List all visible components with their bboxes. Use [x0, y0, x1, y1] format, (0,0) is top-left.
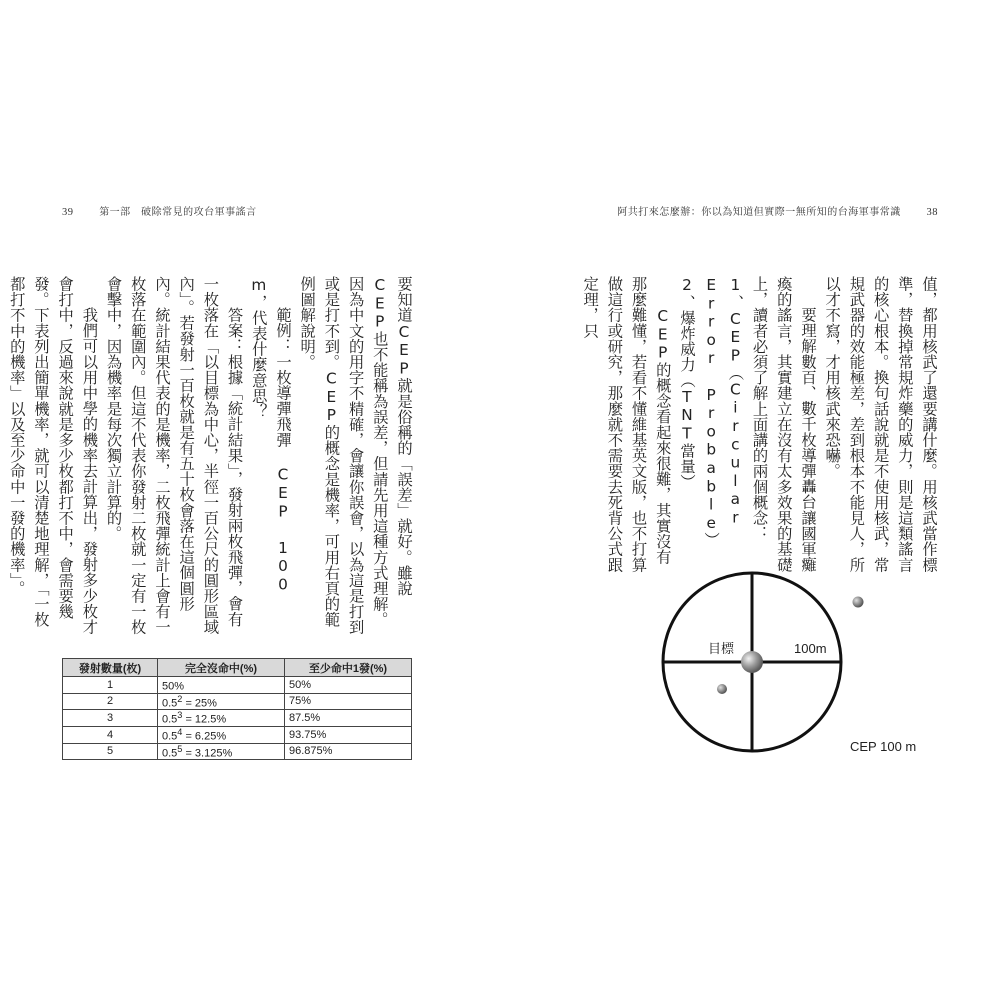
miss-probability: $0.5^5 = 3.125\%$	[158, 743, 285, 760]
paragraph: 要理解數百、數千枚導彈轟台讓國軍癱瘓的謠言，其實建立在沒有太多效果的基礎上，讀者必須了解上面講的兩個概念：	[750, 276, 817, 573]
impact-point	[853, 597, 864, 608]
column-header: 至少命中1發(%)	[285, 659, 412, 677]
running-header-left	[62, 203, 257, 218]
right-page-text	[581, 276, 941, 576]
hit-probability: 96.875%	[285, 743, 412, 760]
launch-count: 1	[63, 677, 158, 694]
launch-count: 3	[63, 710, 158, 727]
paragraph: 答案：根據「統計結果」，發射兩枚飛彈，會有一枚落在「以目標為中心，半徑一百公尺的圓形區域內」。若發射一百枚就是有五十枚會落在這個圓形內。統計結果代表的是機率，二枚飛彈統計上會有一枚落在範圍內。但這不代表你發射二枚就一定有一枚會擊中，因為機率是每次獨立計算的。	[104, 276, 244, 635]
launch-count: 4	[63, 726, 158, 743]
launch-count: 5	[63, 743, 158, 760]
target-label: 目標	[708, 641, 735, 656]
left-page-text	[7, 276, 416, 636]
diagram-caption: CEP 100 m	[850, 739, 917, 754]
hit-probability: 75%	[285, 693, 412, 710]
paragraph: 要知道CEP就是俗稱的「誤差」就好。雖說CEP也不能稱為誤差，但請先用這種方式理解。因為中文的用字不精確，會讓你誤會，以為這是打到或是打不到。CEP的概念是機率，可用右頁的範例圖解說明。	[298, 276, 413, 635]
hit-probability: 93.75%	[285, 726, 412, 743]
page-number-left: 39	[62, 207, 74, 218]
probability-table	[62, 658, 412, 760]
table-header-row	[63, 659, 412, 677]
section-title: 第一部 破除常見的攻台軍事謠言	[99, 207, 257, 218]
launch-count: 2	[63, 693, 158, 710]
paragraph: 我們可以用中學的機率去計算出，發射多少枚才會打中，反過來說就是多少枚都打不中，會需要幾發。下表列出簡單機率，就可以清楚地理解，「一枚都打不中的機率」以及至少命中一發的機率」。	[7, 276, 99, 635]
impact-point	[717, 684, 727, 694]
cep-diagram	[650, 560, 940, 770]
paragraph: CEP的概念看起來很難，其實沒有那麼難懂，若看不懂維基英文版，也不打算做這行或研究，那麼就不需要去死背公式跟定理，只	[581, 276, 672, 573]
target-marker	[741, 651, 763, 673]
column-header: 發射數量(枚)	[63, 659, 158, 677]
miss-probability: 50%	[158, 677, 285, 694]
table-row	[63, 710, 412, 727]
paragraph: 值，都用核武了還要講什麼。用核武當作標準，替換掉常規炸藥的威力，則是這類謠言的核心根本。換句話說就是不使用核武，常規武器的效能極差，差到根本不能見人，所以才不寫，才用核武來恐嚇。	[823, 276, 938, 573]
paragraph: 範例：一枚導彈飛彈 CEP 100 m，代表什麼意思？	[249, 276, 292, 594]
column-header: 完全沒命中(%)	[158, 659, 285, 677]
miss-probability: $0.5^2 = 25\%$	[158, 693, 285, 710]
table-row	[63, 693, 412, 710]
table-row	[63, 743, 412, 760]
hit-probability: 87.5%	[285, 710, 412, 727]
miss-probability: $0.5^4 = 6.25\%$	[158, 726, 285, 743]
list-item: 2、爆炸威力（TNT當量）	[677, 276, 696, 490]
book-title: 阿共打來怎麼辦：你以為知道但實際一無所知的台海軍事常識	[617, 207, 901, 218]
table-row	[63, 677, 412, 694]
radius-label: 100m	[794, 641, 827, 656]
running-header-right	[617, 203, 938, 218]
miss-probability: $0.5^3 = 12.5\%$	[158, 710, 285, 727]
page-number-right: 38	[926, 207, 938, 218]
list-item: 1、CEP（Circular Error Probable）	[702, 276, 745, 548]
table-row	[63, 726, 412, 743]
hit-probability: 50%	[285, 677, 412, 694]
